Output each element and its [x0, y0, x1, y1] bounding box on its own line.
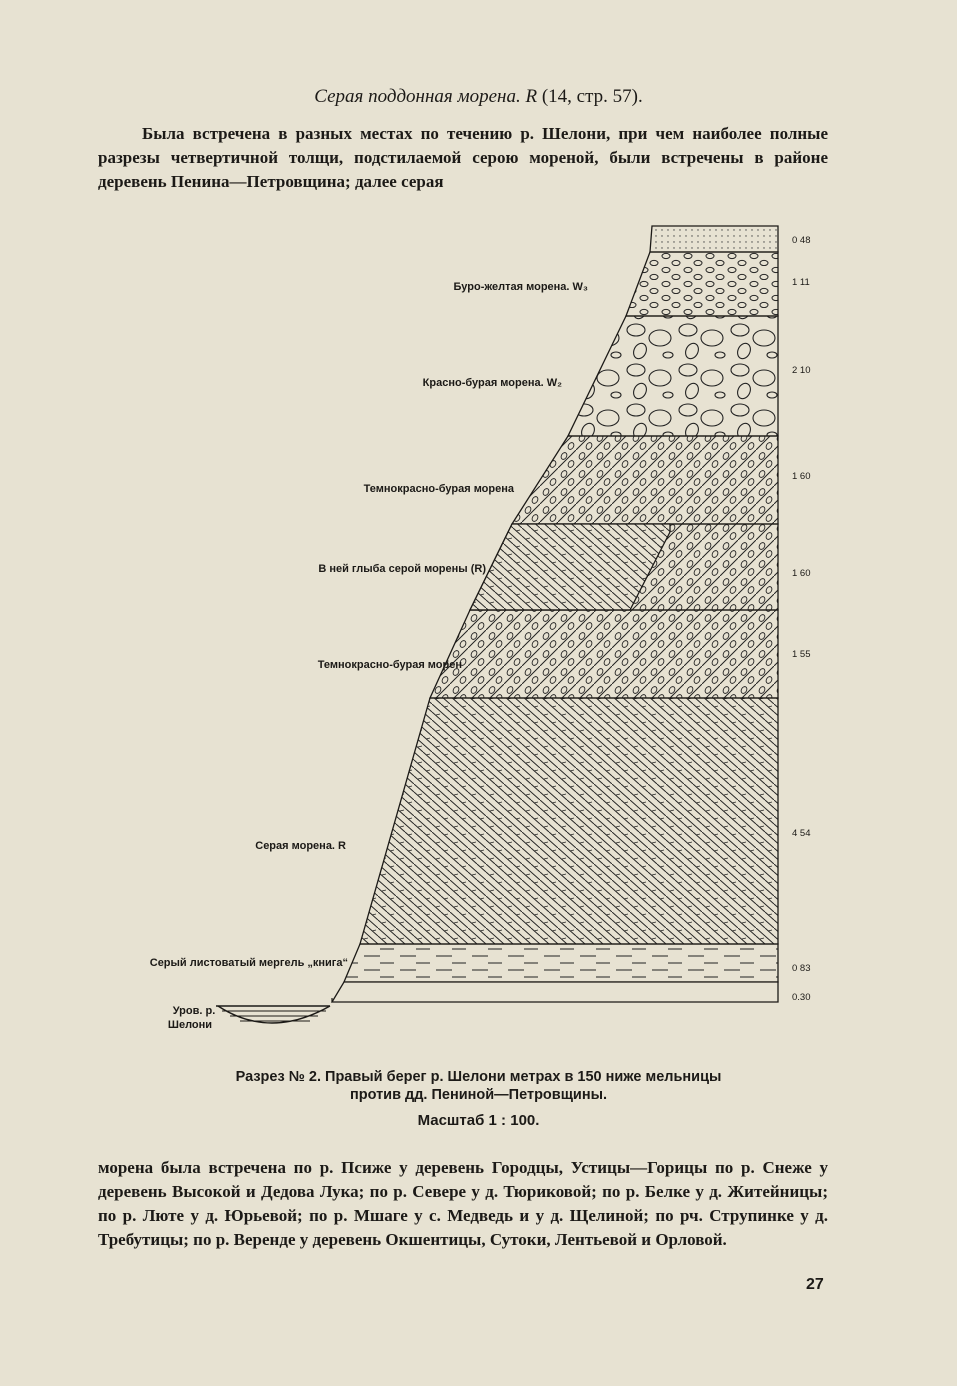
layer-grey-moraine — [360, 698, 778, 944]
layer-red-brown-moraine — [568, 316, 778, 436]
figure-scale: Масштаб 1 : 100. — [417, 1112, 540, 1129]
closing-paragraph: морена была встречена по р. Псиже у деревень Городцы, Устицы—Горицы по р. Снеже у деревень Высокой и Дедова Лука; по р. Севере у д. Тюриковой; по р. Белке у д. Житейницы; по р. Люте у д. Юрьевой; по р. Мшаге у с. Медведь и у д. Щелиной; по рч. Струпинке у д. Требутицы; по р. Веренде у деревень Окшентицы, Сутоки, Лентьевой и Орловой. — [98, 1158, 828, 1249]
figure-caption — [0, 1068, 957, 1104]
layer-bottom — [332, 982, 778, 1002]
caption-line-1: Разрез № 2. Правый берег р. Шелони метрах в 150 ниже мельницы — [235, 1069, 722, 1085]
label-water-level-1: Уров. р. — [172, 1005, 216, 1017]
thickness-8: 0.30 — [792, 992, 811, 1003]
caption-line-2: против дд. Пениной—Петровщины. — [349, 1087, 608, 1103]
heading-title: Серая поддонная морена. — [314, 86, 521, 107]
label-grey-marl: Серый листоватый мергель „книга“ — [149, 957, 348, 969]
thickness-6: 4 54 — [792, 828, 811, 839]
label-grey-moraine-block: В ней глыба серой морены (R) — [318, 563, 486, 575]
heading-reference: (14, стр. 57). — [541, 86, 643, 107]
layer-dark-red-brown-moraine-lower — [430, 610, 778, 698]
thickness-3: 1 60 — [792, 471, 811, 482]
label-brown-yellow-moraine: Буро-желтая морена. W₃ — [453, 281, 588, 293]
heading-ref-letter: R — [525, 86, 538, 107]
thickness-2: 2 10 — [792, 365, 811, 376]
thickness-7: 0 83 — [792, 963, 811, 974]
layer-grey-marl — [344, 944, 778, 982]
intro-paragraph: Была встречена в разных местах по течению р. Шелони, при чем наиболее полные разрезы четвертичной толщи, подстилаемой серою мореной, были встречены в районе деревень Пенина—Петровщина; далее серая — [98, 124, 828, 191]
label-grey-moraine: Серая морена. R — [255, 840, 346, 852]
label-red-brown-moraine: Красно-бурая морена. W₂ — [422, 377, 562, 389]
label-dark-red-brown-moraine-2: Темнокрасно-бурая морен — [317, 659, 462, 671]
label-dark-red-brown-moraine-1: Темнокрасно-бурая морена — [363, 483, 514, 495]
thickness-5: 1 55 — [792, 649, 811, 660]
layer-sand — [650, 226, 778, 252]
thickness-1: 1 11 — [792, 277, 810, 288]
water-level-symbol — [216, 1006, 330, 1023]
layer-dark-red-brown-moraine-upper — [512, 436, 778, 524]
thickness-4: 1 60 — [792, 568, 811, 579]
label-water-level-2: Шелони — [167, 1019, 213, 1031]
thickness-0: 0 48 — [792, 235, 811, 246]
page-number: 27 — [806, 1276, 824, 1293]
layer-brown-yellow-moraine — [626, 252, 778, 316]
